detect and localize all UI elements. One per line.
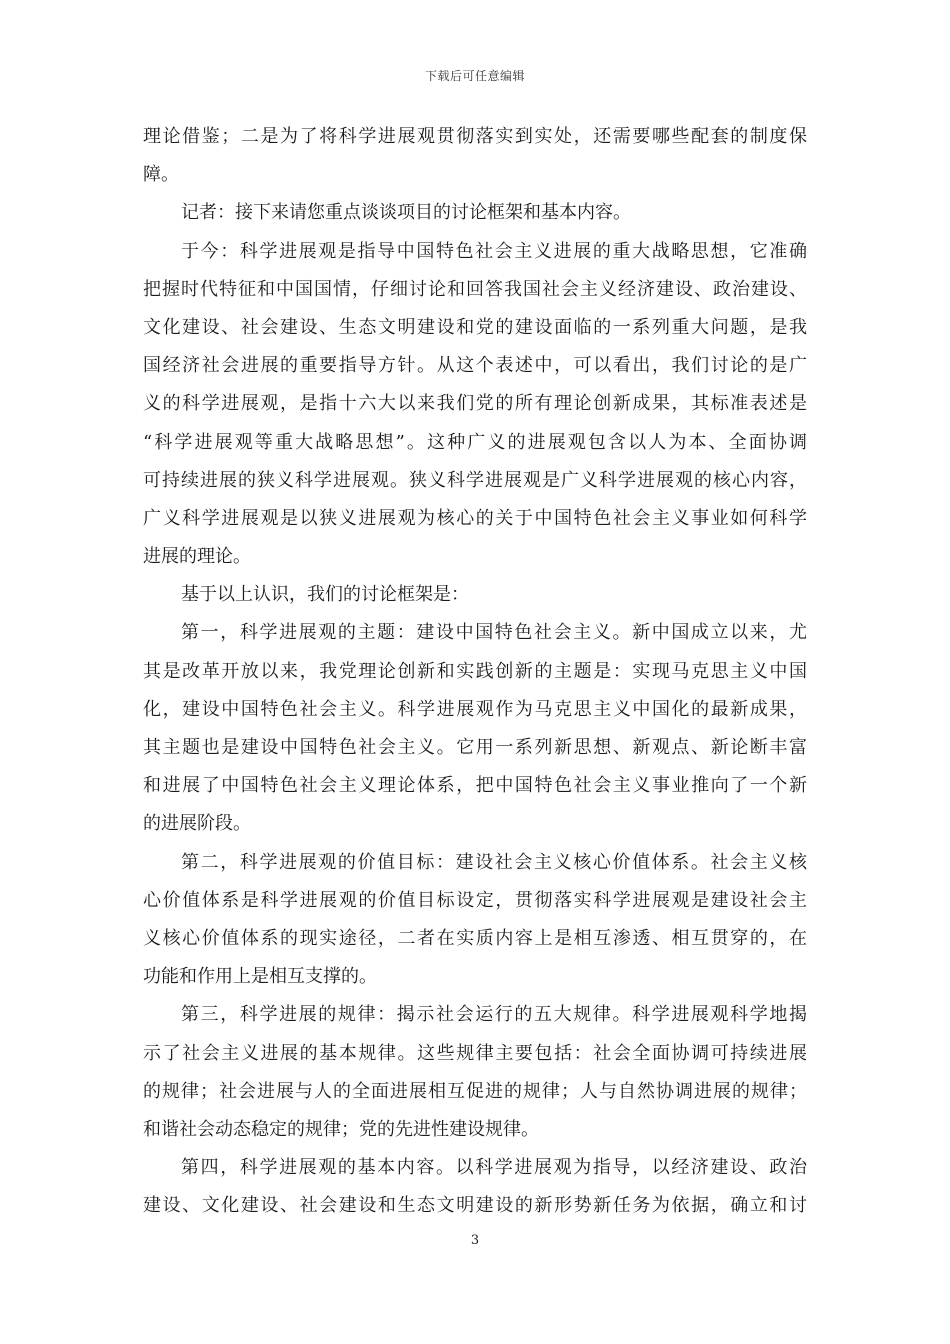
text-line: 可持续进展的狭义科学进展观。狭义科学进展观是广义科学进展观的核心内容， [143, 469, 807, 491]
text-line: 建设、文化建设、社会建设和生态文明建设的新形势新任务为依据，确立和讨 [143, 1195, 807, 1217]
page-header: 下载后可任意编辑 [424, 69, 525, 83]
text-line: 于今：科学进展观是指导中国特色社会主义进展的重大战略思想，它准确 [181, 240, 807, 262]
text-line: 其是改革开放以来，我党理论创新和实践创新的主题是：实现马克思主义中国 [143, 660, 807, 682]
text-line: 第四，科学进展观的基本内容。以科学进展观为指导，以经济建设、政治 [181, 1157, 807, 1179]
text-line: 文化建设、社会建设、生态文明建设和党的建设面临的一系列重大问题，是我 [143, 316, 807, 338]
text-line: 进展的理论。 [143, 546, 251, 568]
text-line: 化，建设中国特色社会主义。科学进展观作为马克思主义中国化的最新成果， [143, 698, 807, 720]
text-line: 示了社会主义进展的基本规律。这些规律主要包括：社会全面协调可持续进展 [143, 1042, 807, 1064]
text-line: 其主题也是建设中国特色社会主义。它用一系列新思想、新观点、新论断丰富 [143, 737, 807, 758]
page-number: 3 [470, 1233, 480, 1248]
text-line: 障。 [143, 164, 179, 186]
text-line: 第三，科学进展的规律：揭示社会运行的五大规律。科学进展观科学地揭 [181, 1004, 807, 1026]
text-line: 记者：接下来请您重点谈谈项目的讨论框架和基本内容。 [181, 202, 631, 224]
text-line: 第一，科学进展观的主题：建设中国特色社会主义。新中国成立以来，尤 [181, 622, 807, 644]
text-line: 功能和作用上是相互支撑的。 [143, 966, 377, 988]
text-line: 广义科学进展观是以狭义进展观为核心的关于中国特色社会主义事业如何科学 [143, 507, 807, 529]
text-line: 和进展了中国特色社会主义理论体系，把中国特色社会主义事业推向了一个新 [143, 775, 807, 797]
text-line: 基于以上认识，我们的讨论框架是： [181, 584, 469, 606]
text-line: 把握时代特征和中国国情，仔细讨论和回答我国社会主义经济建设、政治建设、 [143, 278, 807, 300]
text-line: 义核心价值体系的现实途径，二者在实质内容上是相互渗透、相互贯穿的，在 [143, 927, 807, 949]
text-line: 理论借鉴；二是为了将科学进展观贯彻落实到实处，还需要哪些配套的制度保 [143, 126, 807, 147]
text-line: 国经济社会进展的重要指导方针。从这个表述中，可以看出，我们讨论的是广 [143, 355, 807, 377]
text-line: 第二，科学进展观的价值目标：建设社会主义核心价值体系。社会主义核 [181, 851, 807, 873]
text-line: 义的科学进展观，是指十六大以来我们党的所有理论创新成果，其标准表述是 [143, 393, 807, 415]
text-line: 的规律；社会进展与人的全面进展相互促进的规律；人与自然协调进展的规律； [143, 1080, 807, 1102]
text-line: 的进展阶段。 [143, 813, 251, 835]
body-text [143, 118, 807, 1225]
text-line: 和谐社会动态稳定的规律；党的先进性建设规律。 [143, 1118, 539, 1140]
text-line: “科学进展观等重大战略思想”。这种广义的进展观包含以人为本、全面协调 [143, 431, 807, 453]
text-line: 心价值体系是科学进展观的价值目标设定，贯彻落实科学进展观是建设社会主 [143, 889, 807, 911]
